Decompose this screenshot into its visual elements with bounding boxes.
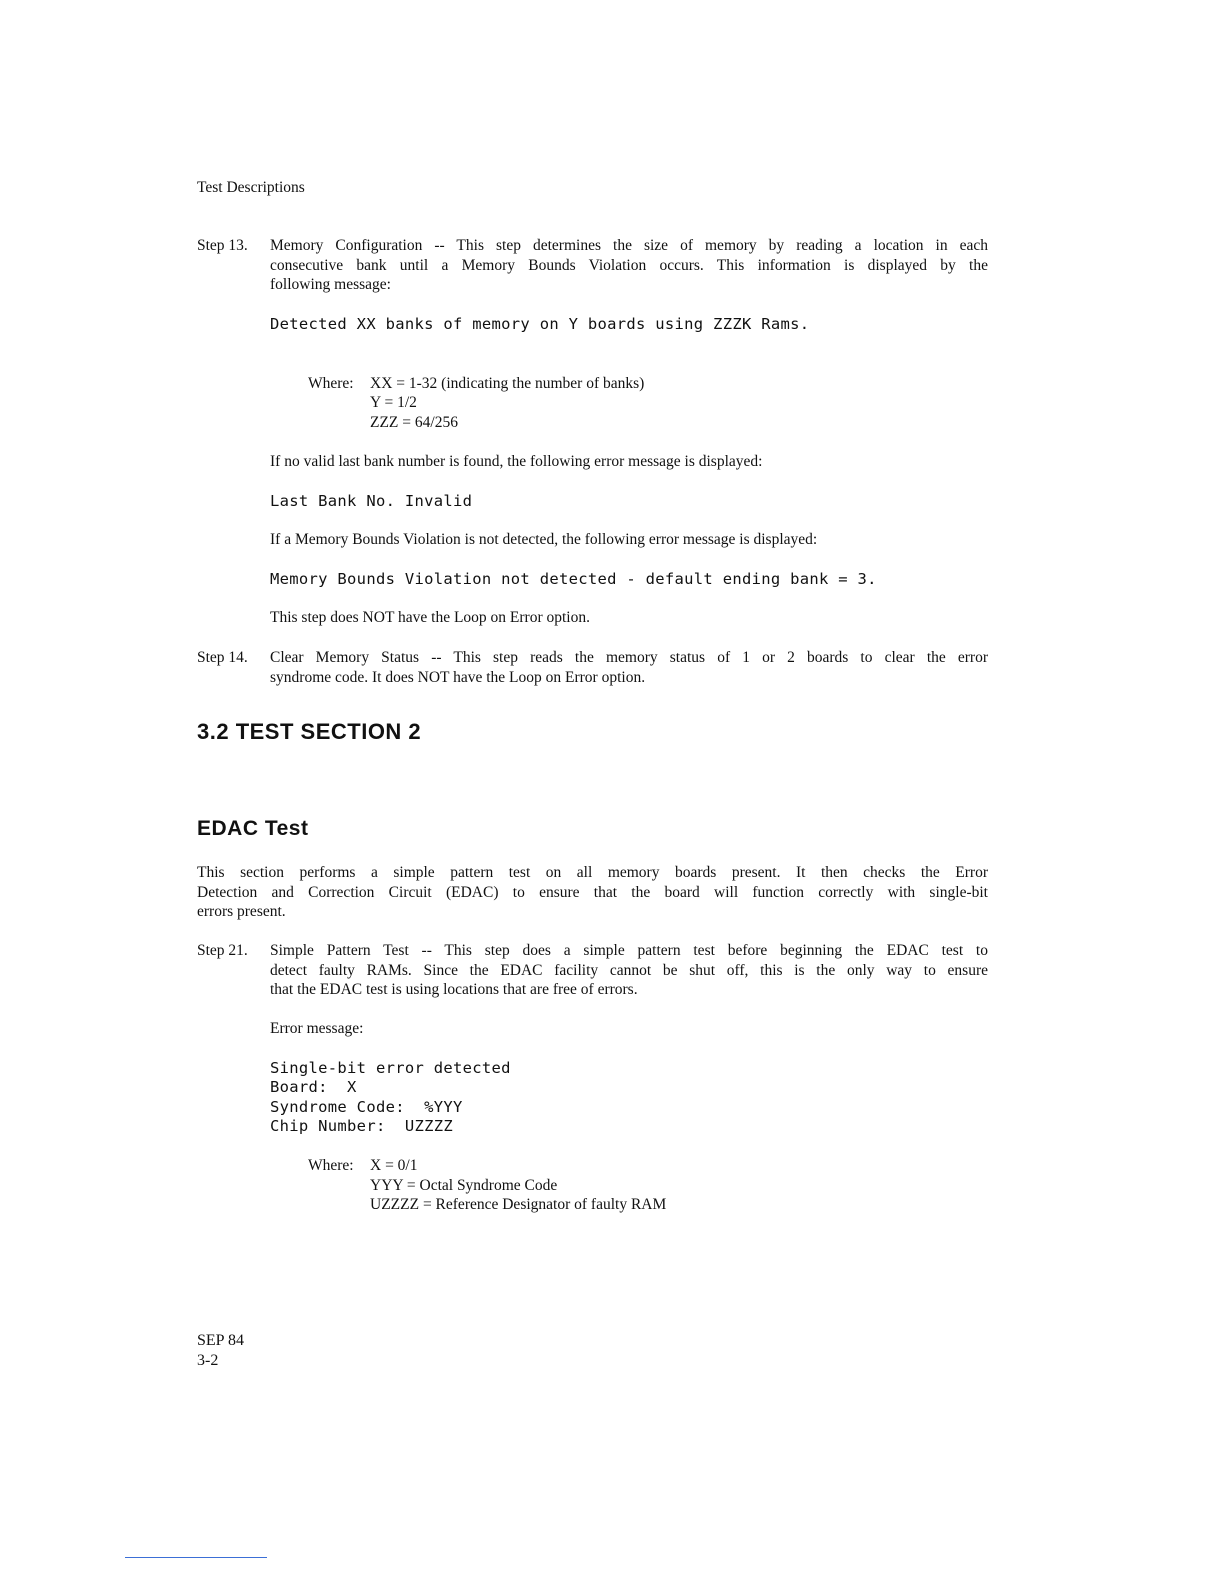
where-item-xx: XX = 1-32 (indicating the number of banks) [370, 375, 645, 392]
bottom-rule [125, 1557, 267, 1558]
where-item-x: X = 0/1 [370, 1157, 418, 1174]
where-item-y: Y = 1/2 [370, 394, 417, 411]
no-valid-bank-text: If no valid last bank number is found, the following error message is displayed: [270, 453, 763, 470]
where-item-uzzzz: UZZZZ = Reference Designator of faulty RAM [370, 1196, 667, 1213]
step-21-line-3: that the EDAC test is using locations that are free of errors. [270, 981, 638, 999]
step-14-label: Step 14. [197, 649, 248, 666]
step-14-body [270, 648, 988, 687]
error-line-syndrome: Syndrome Code: %YYY [270, 1098, 463, 1116]
edac-intro-line-3: errors present. [197, 903, 286, 921]
step-13-body [270, 236, 988, 295]
footer-date: SEP 84 [197, 1332, 244, 1349]
edac-intro [197, 863, 988, 922]
step-14-line-2: syndrome code. It does NOT have the Loop on Error option. [270, 668, 646, 686]
step-13-line-2: consecutive bank until a Memory Bounds Violation occurs. This information is displayed by the [270, 256, 988, 274]
error-message-label: Error message: [270, 1020, 364, 1037]
error-line-board: Board: X [270, 1078, 357, 1096]
running-head: Test Descriptions [197, 179, 305, 196]
loop-on-error-note: This step does NOT have the Loop on Error option. [270, 609, 590, 626]
step-21-label: Step 21. [197, 942, 248, 959]
step-13-label: Step 13. [197, 237, 248, 254]
bounds-not-detected-text: If a Memory Bounds Violation is not detected, the following error message is displayed: [270, 531, 818, 548]
where-item-zzz: ZZZ = 64/256 [370, 414, 458, 431]
where-item-yyy: YYY = Octal Syndrome Code [370, 1177, 558, 1194]
step-13-line-3: following message: [270, 276, 391, 294]
bounds-violation-message: Memory Bounds Violation not detected - default ending bank = 3. [270, 570, 877, 588]
edac-intro-line-2: Detection and Correction Circuit (EDAC) to ensure that the board will function correctly with single-bit [197, 883, 988, 901]
step-13-line-1: Memory Configuration -- This step determines the size of memory by reading a location in each [270, 237, 988, 254]
edac-heading: EDAC Test [197, 817, 309, 840]
where-label-13: Where: [308, 375, 354, 392]
step-21-line-2: detect faulty RAMs. Since the EDAC facility cannot be shut off, this is the only way to ensure [270, 961, 988, 979]
step-21-line-1: Simple Pattern Test -- This step does a simple pattern test before beginning the EDAC test to [270, 942, 988, 959]
error-line-single-bit: Single-bit error detected [270, 1059, 511, 1077]
section-heading: 3.2 TEST SECTION 2 [197, 719, 422, 744]
footer-page-number: 3-2 [197, 1352, 219, 1369]
last-bank-invalid-message: Last Bank No. Invalid [270, 492, 473, 510]
error-line-chip: Chip Number: UZZZZ [270, 1117, 454, 1135]
edac-intro-line-1: This section performs a simple pattern test on all memory boards present. It then checks the Error [197, 864, 988, 881]
where-label-21: Where: [308, 1157, 354, 1174]
step-14-line-1: Clear Memory Status -- This step reads the memory status of 1 or 2 boards to clear the error [270, 649, 988, 666]
step-21-body [270, 941, 988, 1000]
detected-banks-message: Detected XX banks of memory on Y boards using ZZZK Rams. [270, 315, 810, 333]
